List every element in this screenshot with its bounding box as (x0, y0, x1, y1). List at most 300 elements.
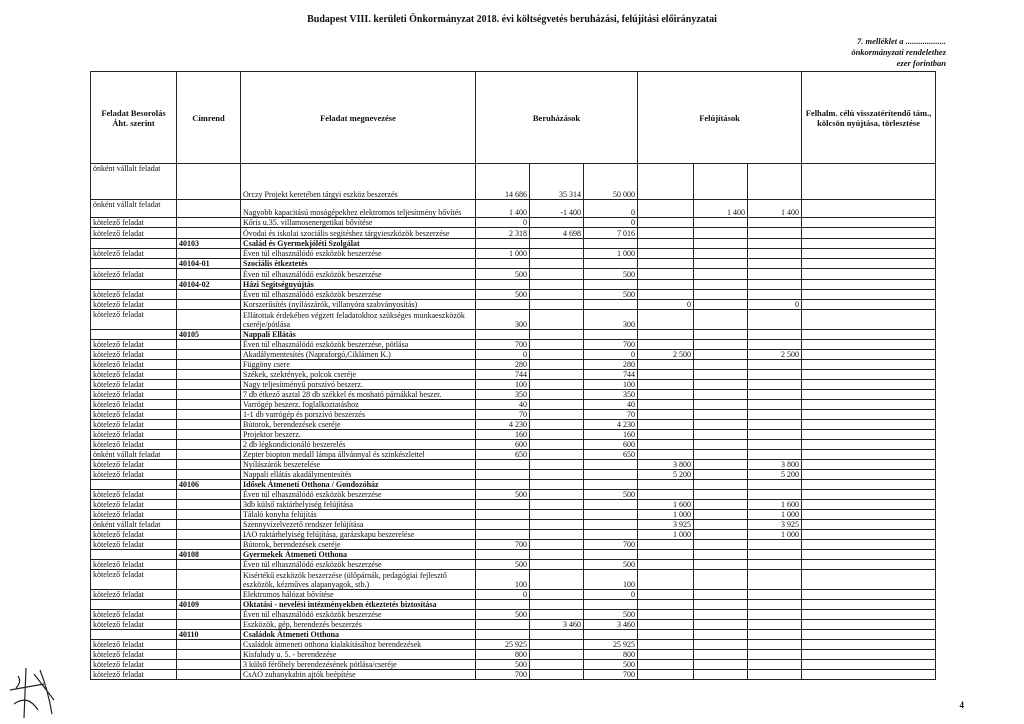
cell-name: Zepter biopton medall lámpa állvánnyal és szinkészlettel (241, 450, 476, 460)
cell-v1: 25 925 (476, 640, 530, 650)
cell-f1 (638, 259, 694, 269)
cell-type: kötelező feladat (91, 540, 177, 550)
cell-f1 (638, 650, 694, 660)
cell-code: 40104-02 (177, 280, 241, 290)
table-row (91, 610, 936, 620)
cell-v1 (476, 280, 530, 290)
cell-f3 (748, 550, 802, 560)
page-number: 4 (959, 700, 964, 710)
cell-f3 (748, 269, 802, 280)
cell-v2 (530, 460, 584, 470)
cell-type: kötelező feladat (91, 470, 177, 480)
cell-v3: 100 (584, 570, 638, 590)
cell-felhalm (802, 470, 936, 480)
cell-type: kötelező feladat (91, 430, 177, 440)
table-row (91, 340, 936, 350)
cell-f2 (694, 590, 748, 600)
cell-f1: 2 500 (638, 350, 694, 360)
cell-f1: 1 000 (638, 510, 694, 520)
cell-v1: 1 000 (476, 249, 530, 259)
table-body (91, 164, 936, 680)
cell-code (177, 380, 241, 390)
cell-code (177, 590, 241, 600)
cell-v3: 500 (584, 290, 638, 300)
cell-f1 (638, 490, 694, 500)
cell-name: Tálaló konyha felújítás (241, 510, 476, 520)
cell-felhalm (802, 239, 936, 249)
cell-v3: 650 (584, 450, 638, 460)
cell-v3: 0 (584, 590, 638, 600)
cell-code (177, 500, 241, 510)
cell-name: Idősek Átmeneti Otthona / Gondozóház (241, 480, 476, 490)
cell-code (177, 560, 241, 570)
cell-f3: 3 800 (748, 460, 802, 470)
cell-v3 (584, 470, 638, 480)
cell-f2 (694, 269, 748, 280)
cell-name: Kisértékű eszközök beszerzése (ülőpárnák, pedagógiai fejlesztő eszközök, kézműves alapanyagok, stb.) (241, 570, 476, 590)
cell-f2 (694, 300, 748, 310)
cell-f3 (748, 540, 802, 550)
cell-f3 (748, 228, 802, 239)
cell-v3: 7 016 (584, 228, 638, 239)
cell-type: kötelező feladat (91, 290, 177, 300)
cell-code (177, 510, 241, 520)
cell-f1: 3 925 (638, 520, 694, 530)
cell-f1 (638, 340, 694, 350)
cell-code (177, 660, 241, 670)
cell-v2 (530, 440, 584, 450)
cell-name: Nagy teljesítményű porszívó beszerz. (241, 380, 476, 390)
cell-felhalm (802, 610, 936, 620)
cell-v2 (530, 630, 584, 640)
cell-type: kötelező feladat (91, 500, 177, 510)
cell-felhalm (802, 600, 936, 610)
cell-v3: 3 460 (584, 620, 638, 630)
cell-felhalm (802, 440, 936, 450)
cell-type: kötelező feladat (91, 390, 177, 400)
cell-v2 (530, 310, 584, 330)
cell-code: 40110 (177, 630, 241, 640)
cell-f3 (748, 400, 802, 410)
cell-felhalm (802, 340, 936, 350)
cell-felhalm (802, 410, 936, 420)
cell-name: Nappali ellátás akadálymentesítés (241, 470, 476, 480)
cell-v3: 600 (584, 440, 638, 450)
table-row (91, 460, 936, 470)
table-row (91, 570, 936, 590)
cell-type: kötelező feladat (91, 269, 177, 280)
cell-type: kötelező feladat (91, 590, 177, 600)
cell-name: 1-1 db varrógép és porszívó beszerzés (241, 410, 476, 420)
cell-f1 (638, 330, 694, 340)
cell-v3 (584, 480, 638, 490)
cell-v2 (530, 400, 584, 410)
cell-felhalm (802, 480, 936, 490)
cell-v1 (476, 480, 530, 490)
cell-v2 (530, 650, 584, 660)
cell-v3 (584, 530, 638, 540)
cell-v2 (530, 570, 584, 590)
cell-v2 (530, 430, 584, 440)
cell-f3 (748, 420, 802, 430)
table-row (91, 200, 936, 218)
cell-v3 (584, 300, 638, 310)
cell-f1 (638, 380, 694, 390)
cell-code (177, 370, 241, 380)
table-row (91, 620, 936, 630)
cell-v2 (530, 330, 584, 340)
cell-f2 (694, 400, 748, 410)
cell-code (177, 640, 241, 650)
cell-f2 (694, 420, 748, 430)
cell-v1 (476, 300, 530, 310)
cell-code: 40108 (177, 550, 241, 560)
cell-v1: 0 (476, 590, 530, 600)
table-row (91, 560, 936, 570)
table-row (91, 290, 936, 300)
cell-code (177, 390, 241, 400)
cell-f2 (694, 330, 748, 340)
cell-f1 (638, 200, 694, 218)
cell-name: Kőris u.35. villamosenergetikai bővítése (241, 218, 476, 228)
table-row (91, 440, 936, 450)
cell-type: kötelező feladat (91, 228, 177, 239)
cell-felhalm (802, 670, 936, 680)
cell-f3: 1 600 (748, 500, 802, 510)
table-row (91, 410, 936, 420)
cell-type: kötelező feladat (91, 370, 177, 380)
table-row (91, 280, 936, 290)
cell-f1 (638, 620, 694, 630)
cell-name: Szennyvízelvezető rendszer felújítása (241, 520, 476, 530)
cell-felhalm (802, 370, 936, 380)
cell-name: 3db külső raktárhelyiség felújítása (241, 500, 476, 510)
cell-f3: 5 200 (748, 470, 802, 480)
cell-f3: 0 (748, 300, 802, 310)
cell-felhalm (802, 164, 936, 200)
table-row (91, 310, 936, 330)
cell-name: Oktatási - nevelési intézményekben étkeztetés biztosítása (241, 600, 476, 610)
cell-v3: 280 (584, 360, 638, 370)
cell-f2 (694, 259, 748, 269)
cell-felhalm (802, 490, 936, 500)
table-row (91, 450, 936, 460)
cell-f2 (694, 280, 748, 290)
cell-felhalm (802, 280, 936, 290)
cell-code: 40103 (177, 239, 241, 249)
cell-f1 (638, 630, 694, 640)
table-row (91, 660, 936, 670)
cell-felhalm (802, 630, 936, 640)
cell-name: Kisfaludy u. 5. - berendezése (241, 650, 476, 660)
cell-code (177, 200, 241, 218)
cell-v1 (476, 620, 530, 630)
table-row (91, 239, 936, 249)
cell-v2 (530, 410, 584, 420)
cell-type: kötelező feladat (91, 360, 177, 370)
cell-v1 (476, 500, 530, 510)
cell-code (177, 540, 241, 550)
cell-f3 (748, 239, 802, 249)
cell-v2: 35 314 (530, 164, 584, 200)
cell-f3 (748, 570, 802, 590)
cell-v1 (476, 630, 530, 640)
cell-name: Ellátottak érdekében végzett feladatokhoz szükséges munkaeszközök cseréje/pótlása (241, 310, 476, 330)
cell-f3 (748, 164, 802, 200)
cell-code (177, 218, 241, 228)
cell-f2 (694, 228, 748, 239)
cell-v3 (584, 520, 638, 530)
cell-code (177, 420, 241, 430)
table-row (91, 500, 936, 510)
cell-f1 (638, 450, 694, 460)
cell-f2: 1 400 (694, 200, 748, 218)
cell-v2 (530, 239, 584, 249)
cell-v3: 100 (584, 380, 638, 390)
cell-v1: 500 (476, 560, 530, 570)
table-row (91, 259, 936, 269)
cell-v2: 4 698 (530, 228, 584, 239)
cell-v3: 0 (584, 350, 638, 360)
cell-f3 (748, 480, 802, 490)
cell-type (91, 630, 177, 640)
cell-name: 2 db légkondicionáló beszerelés (241, 440, 476, 450)
table-row (91, 520, 936, 530)
cell-f2 (694, 480, 748, 490)
cell-v1: 0 (476, 350, 530, 360)
cell-name: Nagyobb kapacitású mosógépekhez elektromos teljesítmény bővítés (241, 200, 476, 218)
cell-f2 (694, 600, 748, 610)
cell-name: Éven túl elhasználódó eszközök beszerzése (241, 560, 476, 570)
cell-f2 (694, 430, 748, 440)
cell-f2 (694, 350, 748, 360)
cell-code (177, 620, 241, 630)
cell-name: Éven túl elhasználódó eszközök beszerzése (241, 269, 476, 280)
document-title: Budapest VIII. kerületi Önkormányzat 2018. évi költségvetés beruházási, felújítási előirányzatai (307, 14, 717, 25)
cell-f3 (748, 590, 802, 600)
cell-v1: 100 (476, 570, 530, 590)
cell-name: CsAO zuhanykabin ajtók beépítése (241, 670, 476, 680)
cell-code (177, 490, 241, 500)
cell-f2 (694, 650, 748, 660)
col-felhalm: Felhalm. célú visszatérítendő tám., kölcsön nyújtása, törlesztése (802, 72, 936, 164)
cell-type: kötelező feladat (91, 660, 177, 670)
cell-f1 (638, 600, 694, 610)
cell-f2 (694, 540, 748, 550)
cell-f3 (748, 640, 802, 650)
cell-name: Akadálymentesítés (Napraforgó,Ciklámen K.) (241, 350, 476, 360)
cell-v3: 160 (584, 430, 638, 440)
cell-f1 (638, 540, 694, 550)
cell-f3 (748, 360, 802, 370)
cell-v1: 14 686 (476, 164, 530, 200)
cell-felhalm (802, 590, 936, 600)
cell-f3: 3 925 (748, 520, 802, 530)
cell-v3: 4 230 (584, 420, 638, 430)
cell-felhalm (802, 380, 936, 390)
cell-v1: 280 (476, 360, 530, 370)
cell-type: kötelező feladat (91, 530, 177, 540)
cell-f3: 1 000 (748, 510, 802, 520)
table-row (91, 490, 936, 500)
cell-f1 (638, 239, 694, 249)
table-row (91, 630, 936, 640)
cell-felhalm (802, 259, 936, 269)
cell-v2 (530, 290, 584, 300)
cell-f2 (694, 410, 748, 420)
table-row (91, 640, 936, 650)
cell-f2 (694, 550, 748, 560)
cell-v1: 40 (476, 400, 530, 410)
cell-v3: 700 (584, 340, 638, 350)
cell-v1: 744 (476, 370, 530, 380)
cell-f2 (694, 450, 748, 460)
cell-v1 (476, 470, 530, 480)
cell-f3 (748, 440, 802, 450)
table-row (91, 470, 936, 480)
cell-f1 (638, 360, 694, 370)
cell-v3: 500 (584, 660, 638, 670)
cell-v2 (530, 380, 584, 390)
cell-felhalm (802, 620, 936, 630)
cell-felhalm (802, 640, 936, 650)
table-header-row (91, 72, 936, 164)
cell-felhalm (802, 560, 936, 570)
cell-v2 (530, 600, 584, 610)
cell-v2: 3 460 (530, 620, 584, 630)
cell-v1: 1 400 (476, 200, 530, 218)
cell-v1: 500 (476, 269, 530, 280)
cell-v2 (530, 340, 584, 350)
cell-f2 (694, 239, 748, 249)
cell-f1 (638, 410, 694, 420)
table-row (91, 370, 936, 380)
cell-v1: 500 (476, 490, 530, 500)
cell-v3 (584, 330, 638, 340)
cell-code (177, 430, 241, 440)
cell-f3 (748, 610, 802, 620)
annex-note (851, 36, 946, 69)
table-row (91, 650, 936, 660)
table-row (91, 380, 936, 390)
cell-v3 (584, 500, 638, 510)
cell-name: 3 külső férőhely berendezésének pótlása/cseréje (241, 660, 476, 670)
cell-felhalm (802, 430, 936, 440)
cell-f1 (638, 560, 694, 570)
cell-felhalm (802, 650, 936, 660)
cell-name: Éven túl elhasználódó eszközök beszerzése (241, 490, 476, 500)
cell-name: Függöny csere (241, 360, 476, 370)
cell-v2 (530, 259, 584, 269)
cell-type: kötelező feladat (91, 570, 177, 590)
cell-f1 (638, 390, 694, 400)
cell-f3 (748, 650, 802, 660)
cell-felhalm (802, 520, 936, 530)
cell-name: Varrógép beszerz. foglalkoztatáshoz (241, 400, 476, 410)
cell-code (177, 290, 241, 300)
annex-line-3: ezer forintban (896, 58, 946, 68)
cell-code (177, 310, 241, 330)
cell-v2 (530, 390, 584, 400)
cell-f2 (694, 380, 748, 390)
cell-v3: 500 (584, 269, 638, 280)
cell-f2 (694, 610, 748, 620)
cell-code (177, 470, 241, 480)
cell-v1: 800 (476, 650, 530, 660)
cell-felhalm (802, 350, 936, 360)
table-row (91, 300, 936, 310)
cell-felhalm (802, 570, 936, 590)
cell-f2 (694, 620, 748, 630)
cell-name: Gyermekek Átmeneti Otthona (241, 550, 476, 560)
cell-v1 (476, 520, 530, 530)
cell-name: Projektor beszerz. (241, 430, 476, 440)
cell-f3 (748, 410, 802, 420)
cell-f3 (748, 370, 802, 380)
cell-f3 (748, 620, 802, 630)
cell-f1 (638, 440, 694, 450)
cell-v1: 700 (476, 540, 530, 550)
cell-v1 (476, 550, 530, 560)
table-row (91, 360, 936, 370)
cell-felhalm (802, 218, 936, 228)
cell-f3: 2 500 (748, 350, 802, 360)
cell-v3: 500 (584, 610, 638, 620)
cell-f1 (638, 249, 694, 259)
cell-v2 (530, 500, 584, 510)
cell-type (91, 480, 177, 490)
cell-name: Család és Gyermekjóléti Szolgálat (241, 239, 476, 249)
cell-f1 (638, 269, 694, 280)
cell-type: önként vállalt feladat (91, 520, 177, 530)
cell-type: kötelező feladat (91, 670, 177, 680)
cell-v3: 500 (584, 490, 638, 500)
cell-f2 (694, 560, 748, 570)
cell-felhalm (802, 290, 936, 300)
cell-name: Korszerűsítés (nyílászárók, villanyóra szabványosítás) (241, 300, 476, 310)
cell-f2 (694, 510, 748, 520)
cell-name: Elektromos hálózat bővítése (241, 590, 476, 600)
cell-v1 (476, 600, 530, 610)
cell-felhalm (802, 249, 936, 259)
cell-f3 (748, 430, 802, 440)
cell-type: kötelező feladat (91, 300, 177, 310)
cell-type: kötelező feladat (91, 380, 177, 390)
cell-name: Bútorok, berendezések cseréje (241, 420, 476, 430)
cell-type (91, 259, 177, 269)
cell-f3 (748, 280, 802, 290)
cell-v1: 100 (476, 380, 530, 390)
cell-f2 (694, 360, 748, 370)
cell-v3: 700 (584, 540, 638, 550)
cell-f1 (638, 218, 694, 228)
cell-v2 (530, 470, 584, 480)
cell-v2 (530, 370, 584, 380)
cell-v3: 0 (584, 200, 638, 218)
cell-v3: 350 (584, 390, 638, 400)
table-row (91, 530, 936, 540)
cell-f1 (638, 290, 694, 300)
cell-type: kötelező feladat (91, 610, 177, 620)
cell-code (177, 530, 241, 540)
cell-v1: 600 (476, 440, 530, 450)
cell-name: Éven túl elhasználódó eszközök beszerzése, pótlása (241, 340, 476, 350)
cell-v1: 2 318 (476, 228, 530, 239)
cell-f2 (694, 490, 748, 500)
cell-f3: 1 000 (748, 530, 802, 540)
cell-name: Nyílászárók beszerelése (241, 460, 476, 470)
cell-v2 (530, 610, 584, 620)
